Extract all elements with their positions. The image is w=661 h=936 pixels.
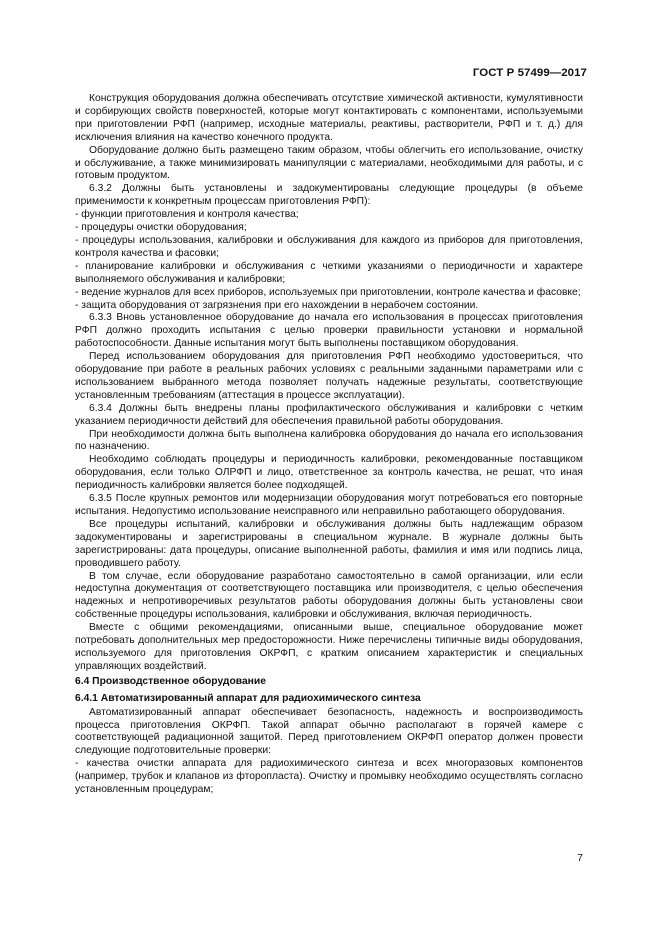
body-paragraph: Все процедуры испытаний, калибровки и обслуживания должны быть надлежащим образом задокументированы и зарегистрированы в специальном журнале. В журнале должны быть зарегистрированы: дата процедуры, описание выполненной работы, фамилия и имя или подпись лица, проводившего работу. [75, 518, 583, 569]
body-paragraph: При необходимости должна быть выполнена калибровка оборудования до начала его использования по назначению. [75, 428, 583, 453]
list-item: - функции приготовления и контроля качества; [75, 209, 299, 221]
list-item: - защита оборудования от загрязнения при его нахождении в нерабочем состоянии. [75, 299, 479, 311]
body-paragraph: Вместе с общими рекомендациями, описанными выше, специальное оборудование может потребовать дополнительных мер предосторожности. Ниже перечислены типичные виды оборудования, используемого для приготовления ОКРФП, с кратким описанием характеристик и специальных управляющих воздействий. [75, 622, 583, 672]
subsection-heading: 6.4.1 Автоматизированный аппарат для радиохимического синтеза [75, 692, 421, 704]
body-paragraph: Необходимо соблюдать процедуры и периодичность калибровки, рекомендованные поставщиком оборудования, если только ОЛРФП и лицо, ответственное за контроль качества, не решат, что иная периодичность калибровки является более подходящей. [75, 454, 583, 492]
list-item: - процедуры очистки оборудования; [75, 222, 247, 234]
section-heading: 6.4 Производственное оборудование [75, 675, 266, 687]
body-paragraph: Оборудование должно быть размещено таким образом, чтобы облегчить его использование, очистку и обслуживание, а также минимизировать манипуляции с материалами, необходимыми для работы, и с готовым продуктом. [75, 144, 583, 182]
list-item: - качества очистки аппарата для радиохимического синтеза и всех многоразовых компонентов (например, трубок и клапанов из фторопласта). Очистку и промывку необходимо осуществлять согласно установленным процедурам; [75, 758, 583, 796]
page-number: 7 [577, 852, 583, 864]
document-header: ГОСТ Р 57499—2017 [472, 67, 587, 79]
body-paragraph: Автоматизированный аппарат обеспечивает безопасность, надежность и воспроизводимость процесса приготовления ОКРФП. Такой аппарат обычно располагают в горячей камере с соответствующей радиационной защитой. Перед приготовлением ОКРФП оператор должен провести следующие подготовительные проверки: [75, 706, 583, 757]
list-item: - планирование калибровки и обслуживания с четкими указаниями о периодичности и характере выполняемого обслуживания и калибровки; [75, 260, 583, 285]
body-paragraph: 6.3.5 После крупных ремонтов или модернизации оборудования могут потребоваться его повторные испытания. Недопустимо использование неисправного или неправильно работающего оборудования. [75, 493, 583, 517]
body-paragraph: 6.3.4 Должны быть внедрены планы профилактического обслуживания и калибровки с четким указанием периодичности действий для обеспечения правильной работы оборудования. [75, 402, 583, 427]
body-paragraph: 6.3.2 Должны быть установлены и задокументированы следующие процедуры (в объеме применимости к конкретным процессам приготовления РФП): [75, 183, 583, 208]
body-paragraph: В том случае, если оборудование разработано самостоятельно в самой организации, или если недоступна документация от соответствующего поставщика или производителя, с целью обеспечения надежных и непротиворечивых результатов работы оборудования должны быть установлены свои собственные процедуры использования, калибровки и обслуживания, включая периодичность. [75, 570, 583, 621]
list-item: - процедуры использования, калибровки и обслуживания для каждого из приборов для приготовления, контроля качества и фасовки; [75, 234, 583, 259]
list-item: - ведение журналов для всех приборов, используемых при приготовлении, контроле качества и фасовке; [75, 286, 581, 298]
body-paragraph: Перед использованием оборудования для приготовления РФП необходимо удостовериться, что оборудование при работе в реальных рабочих условиях с реальными заданными параметрами или с использованием выбранного метода позволяет получать надежные результаты, соответствующие установленным требованиям (аттестация в процессе эксплуатации). [75, 351, 583, 401]
body-paragraph: 6.3.3 Вновь установленное оборудование до начала его использования в процессах приготовления РФП должно проходить испытания с целью проверки правильности установки и нормальной работоспособности. Данные испытания могут быть выполнены поставщиком оборудования. [75, 312, 583, 350]
document-body [75, 93, 583, 797]
body-paragraph: Конструкция оборудования должна обеспечивать отсутствие химической активности, кумулятивности и сорбирующих свойств поверхностей, которые могут контактировать с компонентами, используемыми при приготовлении РФП (например, исходные материалы, реактивы, растворители, РФП и т. д.) для исключения влияния на качество конечного продукта. [75, 93, 583, 143]
